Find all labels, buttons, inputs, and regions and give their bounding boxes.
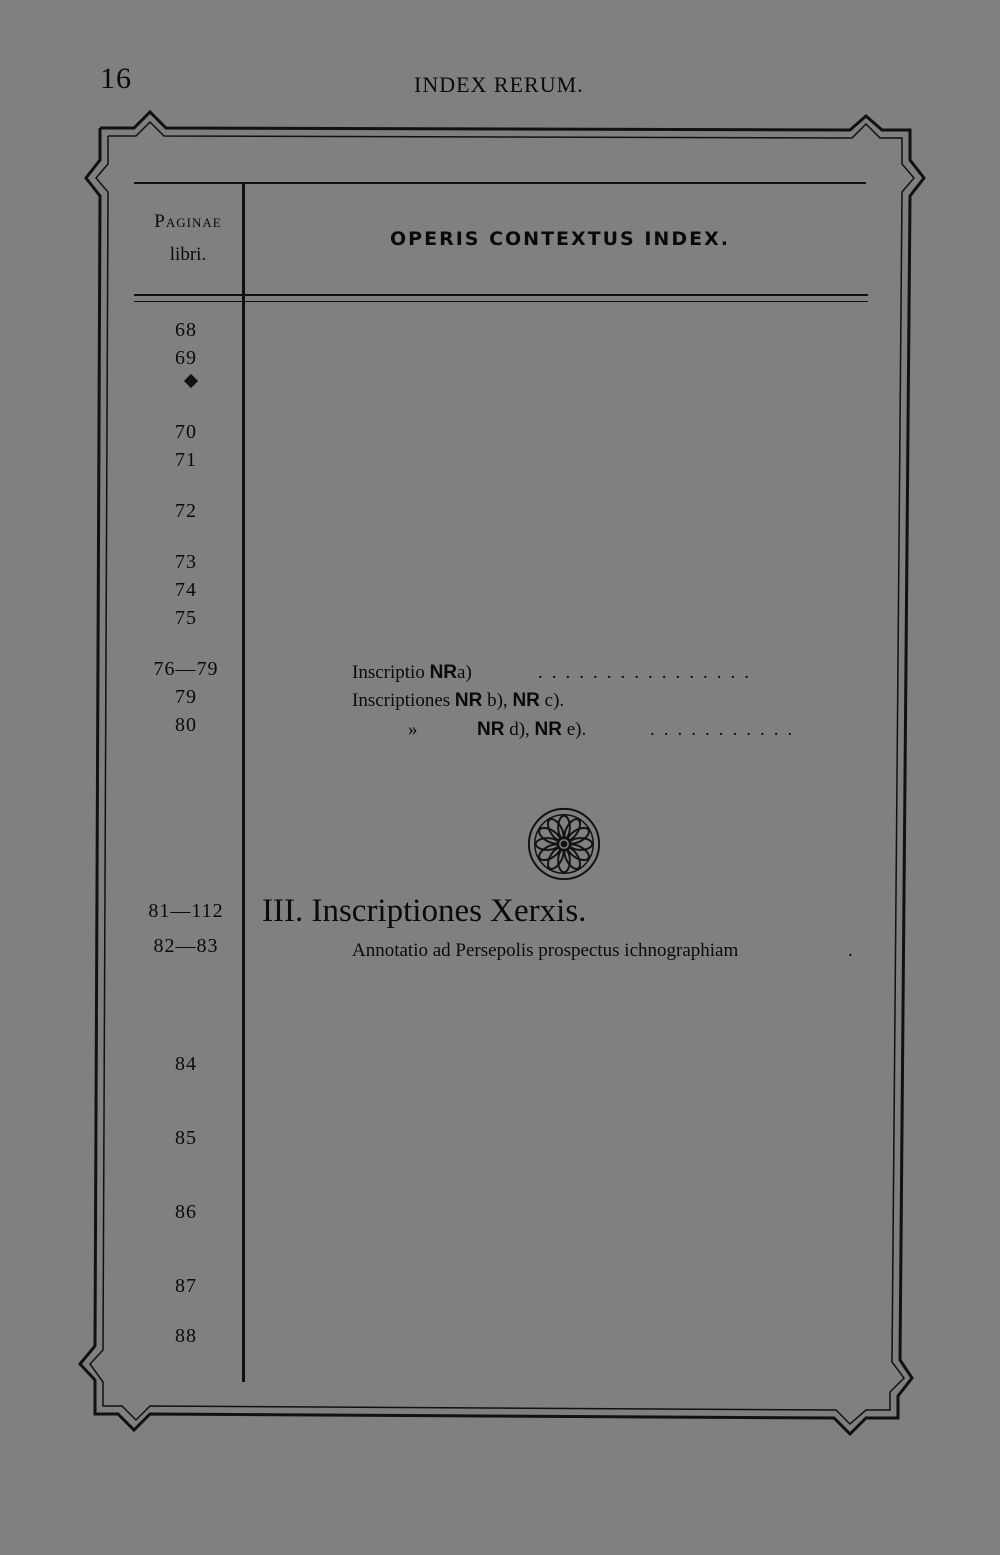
page-ref: 87: [175, 1275, 197, 1297]
page-ref: 80: [175, 714, 197, 736]
entry-annotatio: Annotatio ad Persepolis prospectus ichnographiam: [352, 940, 739, 961]
page-ref: 85: [175, 1127, 197, 1149]
page-ref: 79: [175, 686, 197, 708]
leader-dots: .: [848, 940, 862, 961]
page-ref: 88: [175, 1325, 197, 1347]
leader-dots: ................: [538, 662, 758, 683]
column-header-paginae: [136, 205, 240, 271]
entry-inscriptio-a: Inscriptio NRa): [352, 662, 472, 683]
page-ref: 86: [175, 1201, 197, 1223]
page-ref: 74: [175, 579, 197, 601]
rosette-ornament: [525, 805, 603, 883]
page-ref: 76—79: [153, 658, 219, 680]
page-ref: 72: [175, 500, 197, 522]
entry-inscriptiones-d-e: » NR d), NR e).: [408, 719, 587, 740]
page-ref: 71: [175, 449, 197, 471]
page-ref: 75: [175, 607, 197, 629]
running-title: INDEX RERUM.: [414, 72, 584, 97]
entry-inscriptiones-b-c: Inscriptiones NR b), NR c).: [352, 690, 565, 711]
page-ref: 84: [175, 1053, 197, 1075]
page-ref: 68: [175, 319, 197, 341]
section-heading: III. Inscriptiones Xerxis.: [262, 893, 587, 929]
column-header-contents: OPERIS CONTEXTUS INDEX.: [390, 228, 730, 250]
leader-dots: ...........: [650, 719, 802, 740]
page-ref: 81—112: [148, 900, 224, 922]
column-header-line1: Paginae: [154, 211, 222, 232]
column-header-line2: libri.: [169, 244, 207, 265]
page-ref: 82—83: [153, 935, 219, 957]
page-number: 16: [100, 62, 132, 95]
page-ref: 69: [175, 347, 197, 369]
column-divider: [242, 182, 245, 1382]
page-ref: 70: [175, 421, 197, 443]
page-ref: 73: [175, 551, 197, 573]
